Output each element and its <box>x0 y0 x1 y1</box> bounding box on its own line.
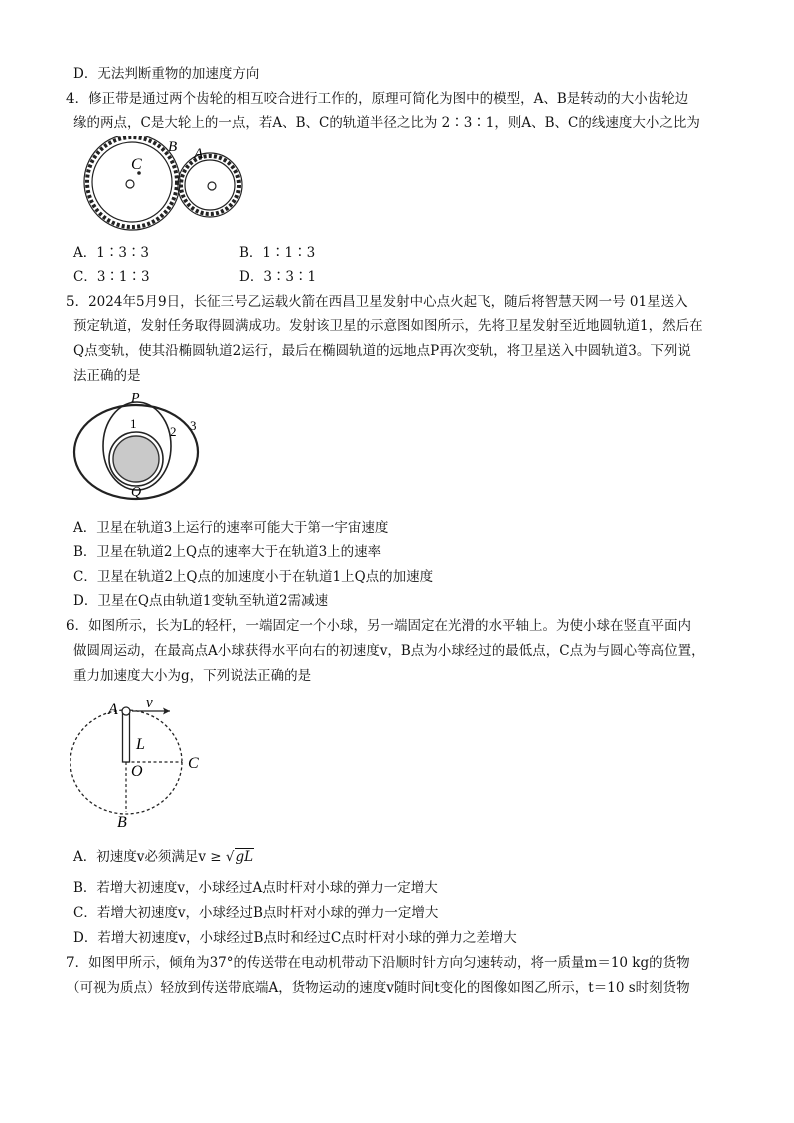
orbit-figure <box>70 388 220 508</box>
earth <box>113 436 159 482</box>
q5-stem-line1: 5．2024年5月9日，长征三号乙运载火箭在西昌卫星发射中心点火起飞，随后将智慧天网一号 01星送入 <box>66 294 688 310</box>
label-v: v <box>146 695 153 711</box>
label-b: B <box>168 139 178 155</box>
small-gear-center <box>208 182 216 190</box>
q4-option-c: C．3∶1∶3 <box>73 269 150 285</box>
q5-stem-line4: 法正确的是 <box>73 368 141 384</box>
q4-option-d: D．3∶3∶1 <box>239 269 317 285</box>
q5-stem-line2: 预定轨道，发射任务取得圆满成功。发射该卫星的示意图如图所示，先将卫星发射至近地圆轨道1，然后在 <box>73 318 703 334</box>
q5-option-d: D．卫星在Q点由轨道1变轨至轨道2需减速 <box>73 593 329 609</box>
q4-stem-line2: 缘的两点，C是大轮上的一点，若A、B、C的轨道半径之比为 2∶3∶1，则A、B、C的线速度大小之比为 <box>73 115 700 131</box>
gear-figure <box>70 136 260 236</box>
q4-option-b: B．1∶1∶3 <box>239 245 316 261</box>
q5-option-b: B．卫星在轨道2上Q点的速率大于在轨道3上的速率 <box>73 544 382 560</box>
q6-stem-line2: 做圆周运动，在最高点A小球获得水平向右的初速度v，B点为小球经过的最低点，C点为与圆心等高位置， <box>73 643 705 659</box>
q7-stem-line1: 7．如图甲所示，倾角为37°的传送带在电动机带动下沿顺时针方向匀速转动，将一质量m＝10 kg的货物 <box>66 955 690 971</box>
sqrt-radicand: gL <box>235 849 254 865</box>
q6-stem-line3: 重力加速度大小为g，下列说法正确的是 <box>73 668 312 684</box>
q6-option-d: D．若增大初速度v，小球经过B点时和经过C点时杆对小球的弹力之差增大 <box>73 930 517 946</box>
ball <box>122 707 130 715</box>
q6-option-a-text: A．初速度v必须满足v ≥ <box>73 849 226 865</box>
q5-option-c: C．卫星在轨道2上Q点的加速度小于在轨道1上Q点的加速度 <box>73 569 434 585</box>
q3-option-d: D．无法判断重物的加速度方向 <box>73 66 260 82</box>
large-gear-center <box>126 180 134 188</box>
label-p: P <box>131 391 140 406</box>
label-c: C <box>131 156 142 173</box>
label-a: A <box>194 146 204 162</box>
label-c: C <box>188 755 199 772</box>
label-q: Q <box>131 485 142 500</box>
q6-option-c: C．若增大初速度v，小球经过B点时杆对小球的弹力一定增大 <box>73 905 439 921</box>
q4-option-a: A．1∶3∶3 <box>73 245 150 261</box>
label-orbit-2: 2 <box>170 424 177 439</box>
label-l: L <box>136 736 145 753</box>
q4-stem-line1: 4．修正带是通过两个齿轮的相互咬合进行工作的，原理可简化为图中的模型，A、B是转动的大小齿轮边 <box>66 91 689 107</box>
q5-option-a: A．卫星在轨道3上运行的速率可能大于第一宇宙速度 <box>73 520 389 536</box>
q6-option-b: B．若增大初速度v，小球经过A点时杆对小球的弹力一定增大 <box>73 880 438 896</box>
q5-stem-line3: Q点变轨，使其沿椭圆轨道2运行，最后在椭圆轨道的远地点P再次变轨，将卫星送入中圆轨道3。下列说 <box>73 343 691 359</box>
label-orbit-1: 1 <box>130 416 137 431</box>
sqrt-expression <box>226 845 254 869</box>
q7-stem-line2: （可视为质点）轻放到传送带底端A，货物运动的速度v随时间t变化的图像如图乙所示，t＝10 s时刻货物 <box>66 980 690 996</box>
label-orbit-3: 3 <box>190 418 197 433</box>
label-b: B <box>117 814 127 831</box>
rod-circle-figure <box>70 694 220 834</box>
light-rod <box>123 714 130 762</box>
q6-option-a <box>73 845 733 869</box>
q6-stem-line1: 6．如图所示，长为L的轻杆，一端固定一个小球，另一端固定在光滑的水平轴上。为使小球在竖直平面内 <box>66 618 692 634</box>
label-a: A <box>108 701 118 718</box>
sqrt-symbol: √ <box>225 849 235 865</box>
label-o: O <box>131 763 143 780</box>
